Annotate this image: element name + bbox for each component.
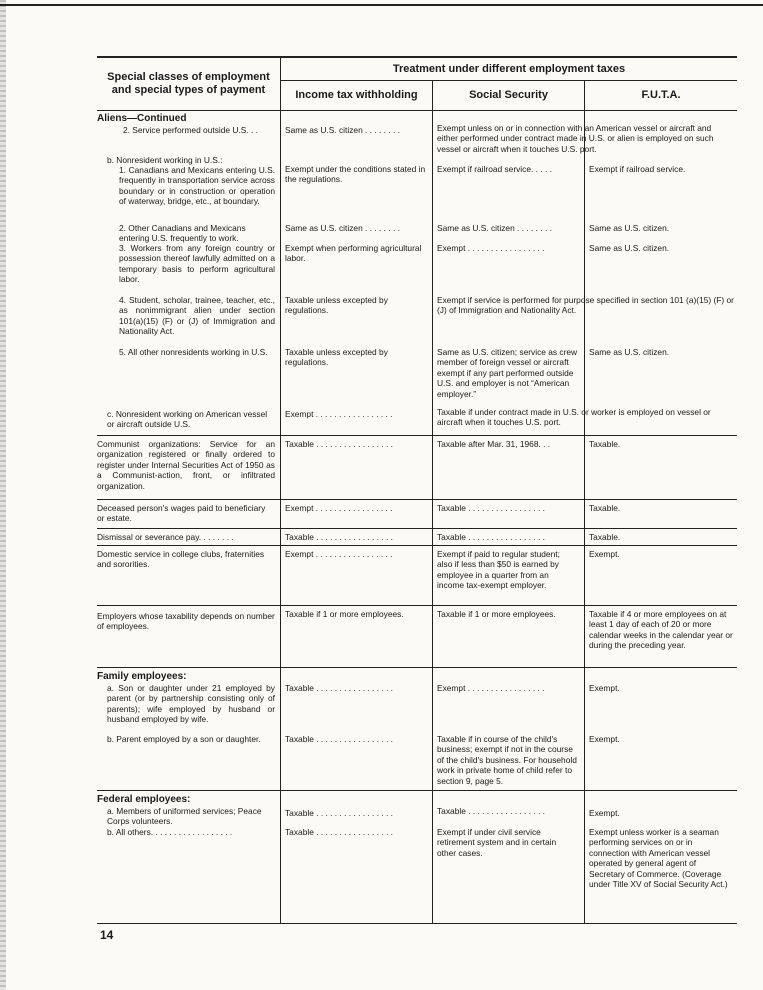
section-employers [97, 605, 737, 668]
futa-cell: Exempt. [589, 808, 620, 818]
header-group: Treatment under different employment taxes [281, 58, 737, 81]
row-label: Dismissal or severance pay. . . . . . . . [97, 532, 234, 542]
ss-cell: Taxable . . . . . . . . . . . . . . . . . [437, 503, 545, 513]
futa-cell: Exempt. [589, 683, 620, 693]
section-communist [97, 435, 737, 500]
section-deceased [97, 499, 737, 529]
ss-cell: Taxable . . . . . . . . . . . . . . . . . [437, 532, 545, 542]
income-cell: Same as U.S. citizen . . . . . . . . [285, 125, 400, 135]
ss-cell: Taxable . . . . . . . . . . . . . . . . . [437, 806, 545, 816]
row-label: 1. Canadians and Mexicans entering U.S. frequently in transportation service across boundary or in construction or operation of waterway, bridge, etc., at boundary. [119, 165, 275, 207]
income-cell: Taxable . . . . . . . . . . . . . . . . . [285, 683, 393, 693]
income-cell: Exempt . . . . . . . . . . . . . . . . . [285, 409, 393, 419]
income-cell: Taxable unless excepted by regulations. [285, 347, 388, 368]
row-label: c. Nonresident working on American vessel or aircraft outside U.S. [107, 409, 268, 430]
futa-cell: Same as U.S. citizen. [589, 243, 670, 253]
income-cell: Exempt under the conditions stated in the regulations. [285, 164, 426, 185]
tax-treatment-table [97, 56, 737, 924]
row-label: a. Members of uniformed services; Peace Corps volunteers. [107, 806, 262, 827]
income-cell: Exempt when performing agricultural labor. [285, 243, 422, 264]
header-income-tax: Income tax withholding [281, 81, 433, 110]
section-family [97, 667, 737, 791]
row-label: 2. Other Canadians and Mexicans entering U.S. frequently to work. [119, 223, 246, 244]
ss-cell: Exempt . . . . . . . . . . . . . . . . . [437, 243, 545, 253]
ss-cell: Same as U.S. citizen . . . . . . . . [437, 223, 552, 233]
income-cell: Taxable if 1 or more employees. [285, 609, 404, 619]
income-cell: Exempt . . . . . . . . . . . . . . . . . [285, 503, 393, 513]
ss-futa-cell: Exempt if service is performed for purpose specified in section 101 (a)(15) (F) or (J) of Immigration and Nationality Act. [437, 295, 734, 316]
ss-futa-cell: Taxable if under contract made in U.S. or worker is employed on vessel or aircraft when it touches U.S. port. [437, 407, 711, 428]
ss-cell: Taxable after Mar. 31, 1968. . . [437, 439, 551, 449]
row-label: b. Parent employed by a son or daughter. [107, 734, 261, 744]
header-class-column: Special classes of employment and special types of payment [97, 58, 281, 110]
section-dismissal [97, 528, 737, 546]
futa-cell: Taxable. [589, 532, 621, 542]
section-federal [97, 790, 737, 924]
futa-cell: Same as U.S. citizen. [589, 347, 670, 357]
futa-cell: Taxable. [589, 439, 621, 449]
income-cell: Taxable . . . . . . . . . . . . . . . . . [285, 439, 393, 449]
income-cell: Taxable . . . . . . . . . . . . . . . . . [285, 734, 393, 744]
row-label: 2. Service performed outside U.S. . . [123, 125, 258, 135]
income-cell: Taxable unless excepted by regulations. [285, 295, 388, 316]
futa-cell: Same as U.S. citizen. [589, 223, 670, 233]
row-label: Employers whose taxability depends on number of employees. [97, 611, 275, 632]
income-cell: Same as U.S. citizen . . . . . . . . [285, 223, 400, 233]
income-cell: Taxable . . . . . . . . . . . . . . . . . [285, 808, 393, 818]
ss-futa-cell: Exempt unless on or in connection with an American vessel or aircraft and either performed under contract made in U.S. or alien is employed on such vessel or aircraft when it touches U.S. port. [437, 123, 714, 154]
futa-cell: Exempt. [589, 549, 620, 559]
income-cell: Exempt . . . . . . . . . . . . . . . . . [285, 549, 393, 559]
section-title: Aliens—Continued [97, 113, 187, 124]
income-cell: Taxable . . . . . . . . . . . . . . . . . [285, 827, 393, 837]
ss-cell: Exempt if railroad service. . . . . [437, 164, 552, 174]
futa-cell: Taxable if 4 or more employees on at least 1 day of each of 20 or more calendar weeks in the calendar year or during the preceding year. [589, 609, 733, 651]
top-rule [0, 4, 763, 6]
futa-cell: Exempt if railroad service. [589, 164, 686, 174]
row-label: Domestic service in college clubs, fraternities and sororities. [97, 549, 265, 570]
ss-cell: Exempt if under civil service retirement system and in certain other cases. [437, 827, 557, 858]
page-number: 14 [100, 928, 114, 942]
row-label: a. Son or daughter under 21 employed by parent (or by partnership consisting only of parents); wife employed by husband or husband employed by wife. [107, 683, 275, 725]
ss-cell: Taxable if 1 or more employees. [437, 609, 556, 619]
header-futa: F.U.T.A. [641, 89, 681, 101]
scan-edge [0, 0, 6, 990]
row-label: 3. Workers from any foreign country or possession thereof lawfully admitted on a temporary basis to perform agricultural labor. [119, 243, 275, 285]
table-header [97, 56, 737, 111]
income-cell: Taxable . . . . . . . . . . . . . . . . . [285, 532, 393, 542]
ss-cell: Same as U.S. citizen; service as crew member of foreign vessel or aircraft exempt if any part performed outside U.S. and employer is not “American employer.” [437, 347, 578, 399]
ss-cell: Exempt if paid to regular student; also if less than $50 is earned by employee in a quarter from an income tax-exempt employer. [437, 549, 560, 591]
section-aliens [97, 111, 737, 435]
row-label: 5. All other nonresidents working in U.S. [119, 347, 268, 357]
row-label: Communist organizations: Service for an organization registered or finally ordered to register under Internal Securities Act of 1950 as a Communist-action, front, or infiltrated organization. [97, 439, 275, 491]
row-label: Deceased person's wages paid to beneficiary or estate. [97, 503, 266, 524]
section-title: Family employees: [97, 671, 187, 682]
ss-cell: Taxable if in course of the child's business; exempt if not in the course of the child's business. For household work in private home of child refer to section 9, page 5. [437, 734, 577, 786]
section-title: Federal employees: [97, 794, 191, 805]
header-social-security: Social Security [433, 81, 585, 110]
row-label: b. All others. . . . . . . . . . . . . . . . . . [107, 827, 233, 837]
futa-cell: Exempt unless worker is a seaman performing services on or in connection with American vessel operated by general agent of Secretary of Commerce. (Coverage under Title XV of Social Security Act.) [589, 827, 728, 890]
section-domestic [97, 545, 737, 606]
futa-cell: Taxable. [589, 503, 621, 513]
row-label: b. Nonresident working in U.S.: [107, 155, 223, 165]
futa-cell: Exempt. [589, 734, 620, 744]
row-label: 4. Student, scholar, trainee, teacher, etc., as nonimmigrant alien under section 101(a)(15) (F) or (J) of Immigration and Nationality Act. [119, 295, 275, 337]
table-body [97, 111, 737, 924]
ss-cell: Exempt . . . . . . . . . . . . . . . . . [437, 683, 545, 693]
